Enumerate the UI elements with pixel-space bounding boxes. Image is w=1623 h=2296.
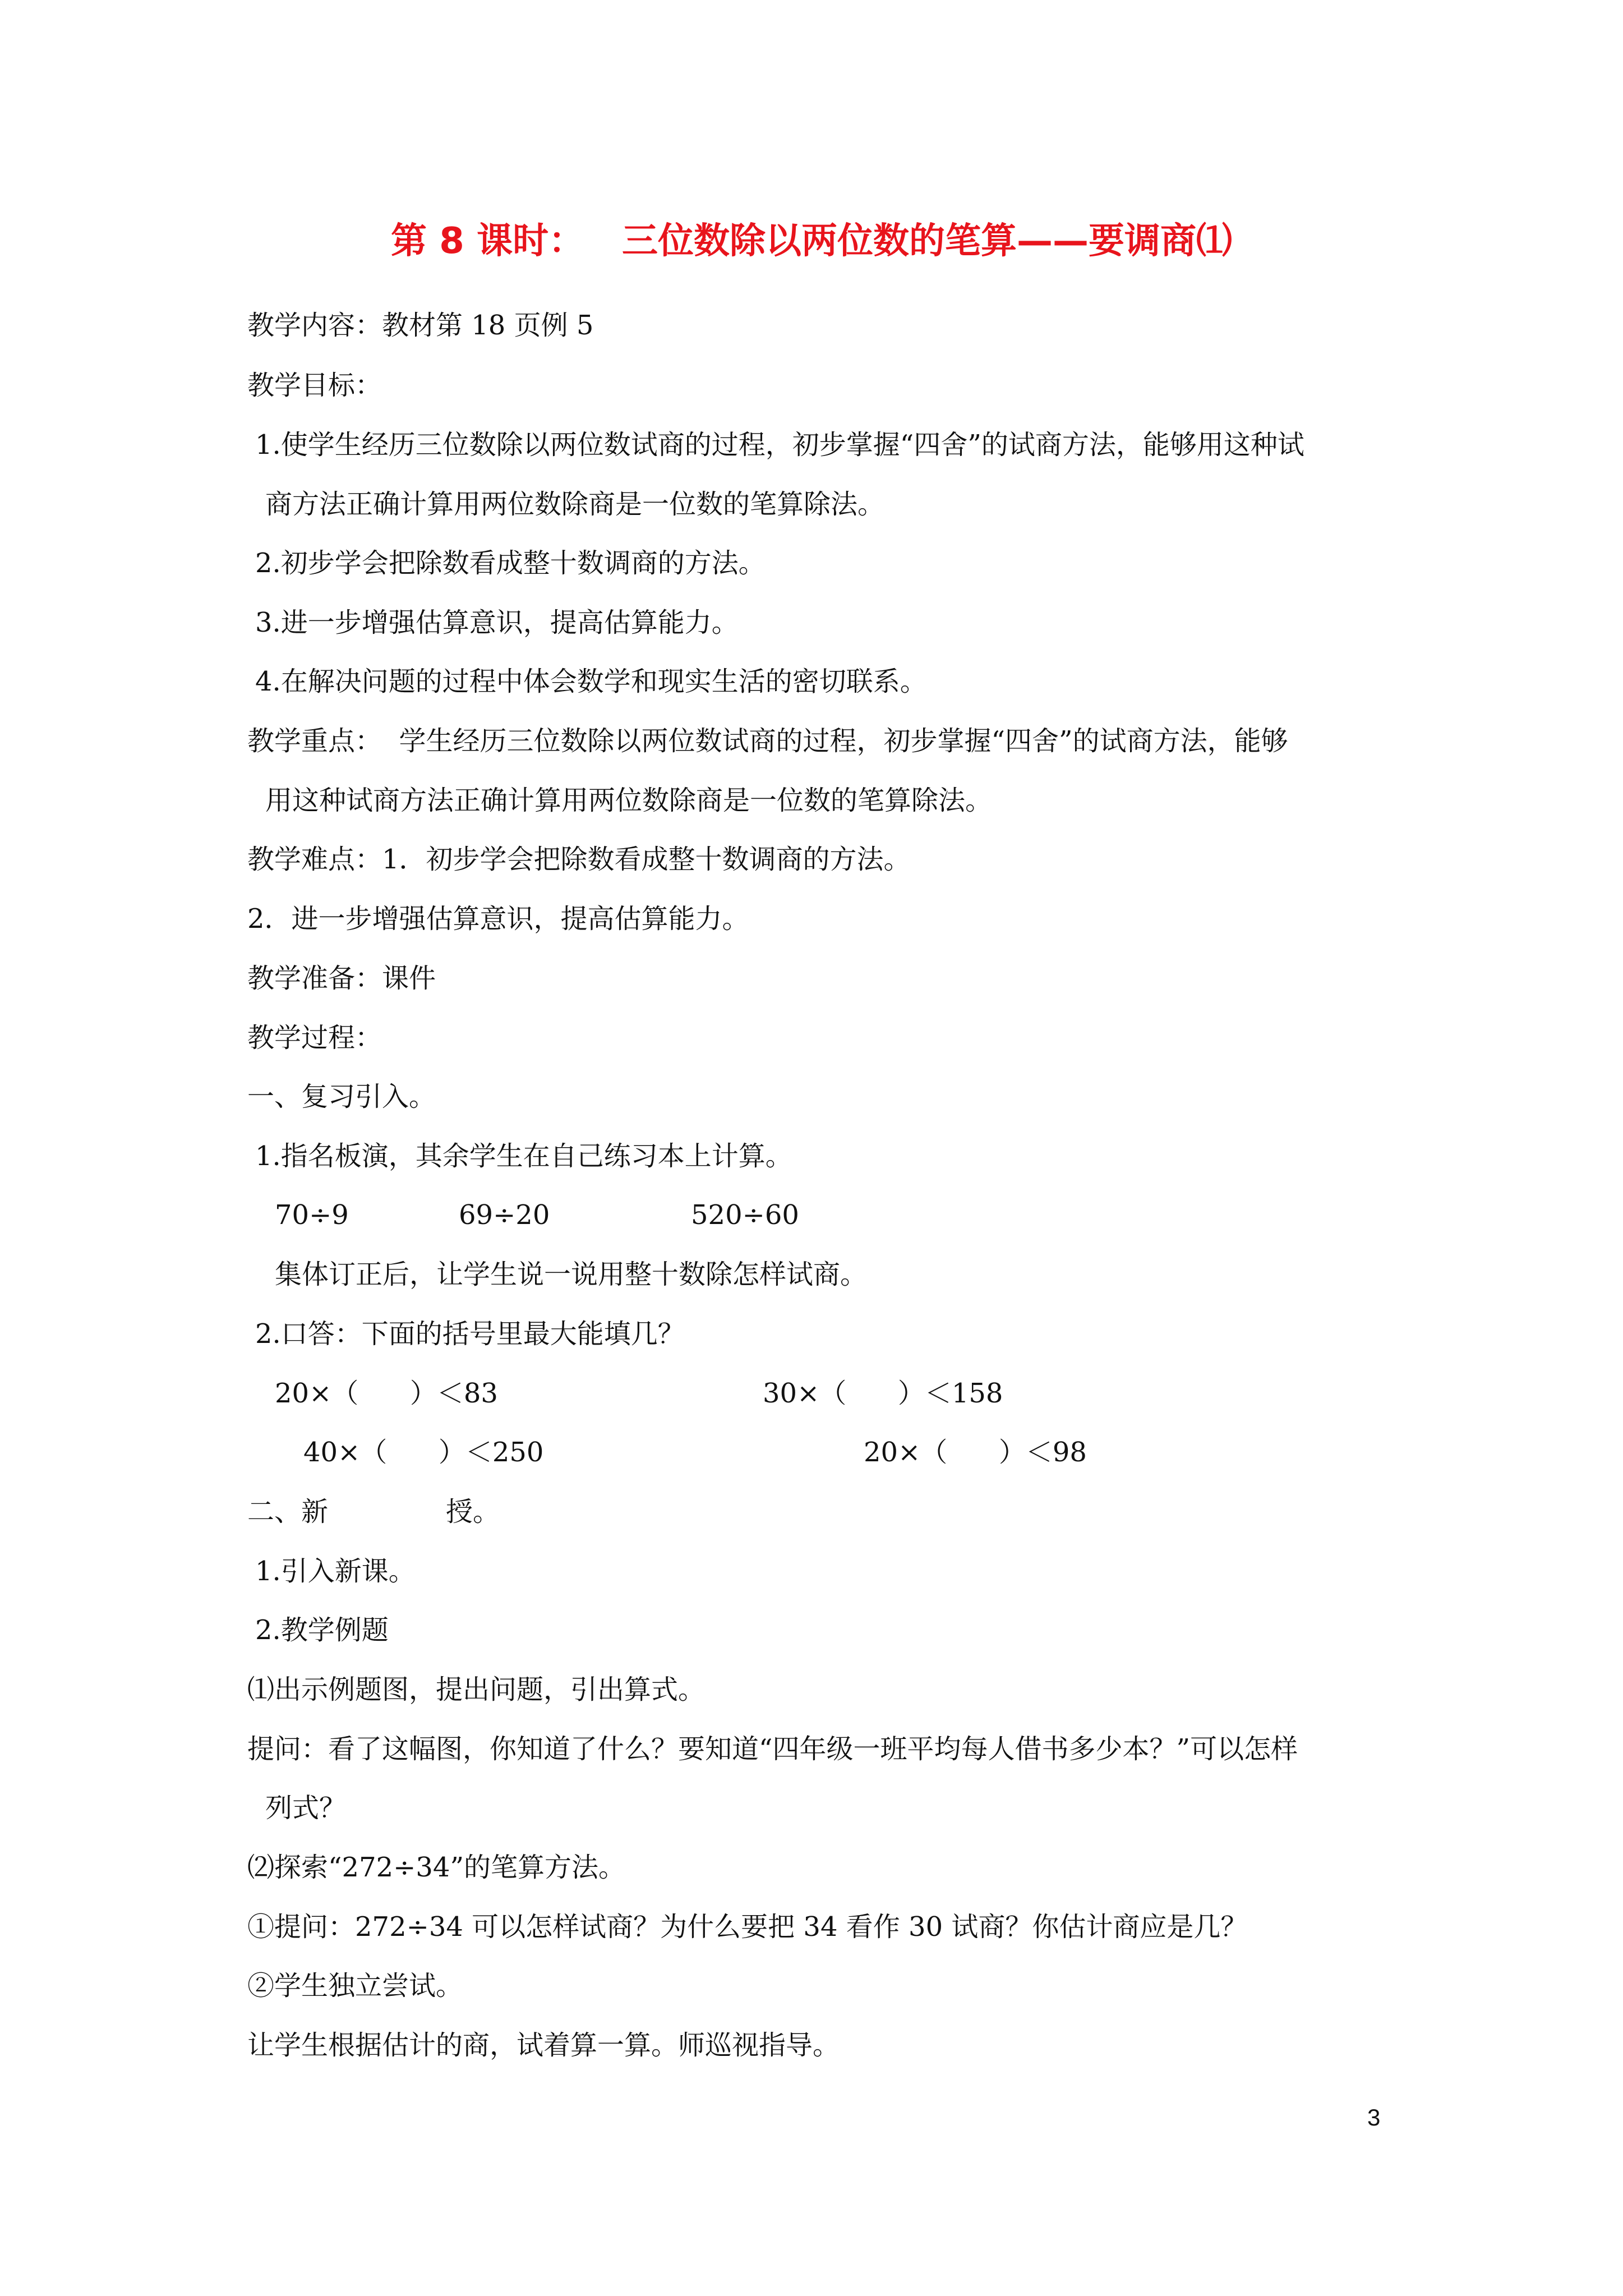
new-lesson-item-2: 2.教学例题	[255, 1614, 389, 1646]
goal-4: 4.在解决问题的过程中体会数学和现实生活的密切联系。	[255, 666, 927, 697]
fill-in-expression: 20×（ ）＜98	[864, 1437, 1087, 1468]
section-1-heading: 一、复习引入。	[247, 1081, 436, 1112]
exercise-expression: 520÷60	[691, 1199, 799, 1231]
goal-3: 3.进一步增强估算意识，提高估算能力。	[255, 607, 739, 638]
review-item-2: 2.口答：下面的括号里最大能填几？	[255, 1318, 685, 1350]
section-2-heading-part-1: 二、新	[247, 1496, 329, 1527]
example-step-1: ⑴出示例题图，提出问题，引出算式。	[247, 1674, 706, 1705]
key-points-line-2: 用这种试商方法正确计算用两位数除商是一位数的笔算除法。	[265, 785, 993, 816]
teaching-preparation: 教学准备：课件	[247, 963, 436, 994]
teaching-process-heading: 教学过程：	[247, 1022, 382, 1053]
section-2-heading-part-2: 授。	[446, 1496, 500, 1527]
page-title: 第 8 课时： 三位数除以两位数的笔算——要调商⑴	[391, 220, 1232, 262]
goal-1-line-1: 1.使学生经历三位数除以两位数试商的过程，初步掌握“四舍”的试商方法，能够用这种试	[255, 429, 1304, 461]
example-substep-2: ②学生独立尝试。	[247, 1970, 463, 2001]
review-note: 集体订正后，让学生说一说用整十数除怎样试商。	[275, 1259, 868, 1290]
question-line-2: 列式？	[265, 1792, 347, 1824]
fill-in-expression: 40×（ ）＜250	[303, 1437, 544, 1468]
teaching-goals-heading: 教学目标：	[247, 370, 382, 401]
exercise-expression: 69÷20	[459, 1199, 550, 1231]
goal-1-line-2: 商方法正确计算用两位数除商是一位数的笔算除法。	[265, 489, 885, 520]
example-step-2: ⑵探索“272÷34”的笔算方法。	[247, 1852, 625, 1883]
new-lesson-item-1: 1.引入新课。	[255, 1556, 416, 1587]
goal-2: 2.初步学会把除数看成整十数调商的方法。	[255, 547, 766, 579]
fill-in-expression: 20×（ ）＜83	[275, 1378, 498, 1409]
key-points-line-1: 教学重点： 学生经历三位数除以两位数试商的过程，初步掌握“四舍”的试商方法，能够	[247, 725, 1288, 757]
fill-in-expression: 30×（ ）＜158	[763, 1378, 1003, 1409]
difficulties-line-2: 2．进一步增强估算意识，提高估算能力。	[247, 903, 749, 935]
example-substep-1: ①提问：272÷34 可以怎样试商？为什么要把 34 看作 30 试商？你估计商应是几？	[247, 1911, 1248, 1943]
question-line-1: 提问：看了这幅图，你知道了什么？要知道“四年级一班平均每人借书多少本？”可以怎样	[247, 1733, 1298, 1765]
teaching-content: 教学内容：教材第 18 页例 5	[247, 310, 594, 341]
difficulties-line-1: 教学难点：1．初步学会把除数看成整十数调商的方法。	[247, 844, 911, 875]
exercise-expression: 70÷9	[275, 1199, 349, 1231]
example-instruction: 让学生根据估计的商，试着算一算。师巡视指导。	[247, 2030, 840, 2061]
review-item-1: 1.指名板演，其余学生在自己练习本上计算。	[255, 1140, 792, 1172]
page-number: 3	[1367, 2104, 1381, 2131]
